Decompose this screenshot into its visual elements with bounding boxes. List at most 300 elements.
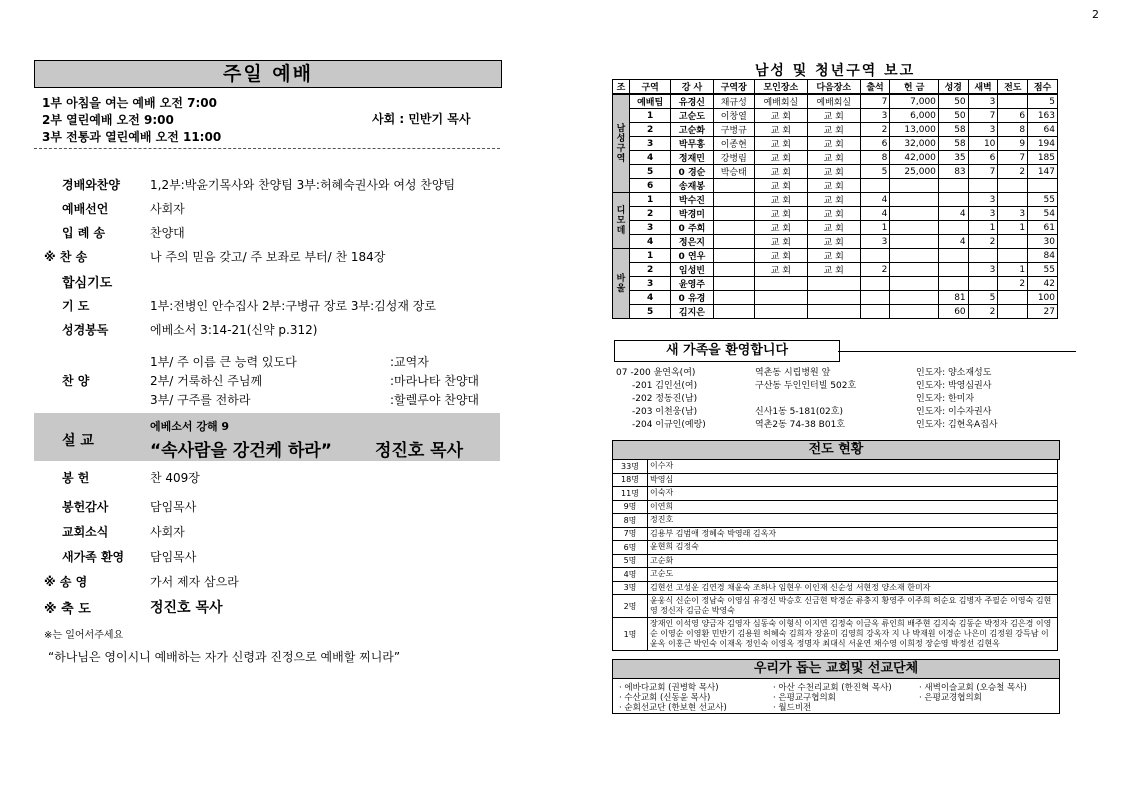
evangelism-table (612, 459, 1058, 651)
report-cell: 교 회 (754, 137, 807, 151)
report-cell: 교 회 (754, 193, 807, 207)
report-cell: 7 (968, 165, 998, 179)
ev-names: 이수자 (648, 460, 1058, 474)
report-cell: 2 (998, 165, 1028, 179)
order-value: 1부:전병인 안수집사 2부:구병규 장로 3부:김성재 장로 (150, 299, 436, 313)
report-cell: 4 (938, 235, 968, 249)
ev-count: 5명 (613, 554, 648, 568)
divider (34, 148, 500, 149)
report-cell: 55 (1028, 263, 1058, 277)
report-cell: 0 주희 (671, 221, 713, 235)
report-cell (890, 305, 939, 319)
report-cell (968, 249, 998, 263)
service-line-2: 2부 열린예배 오전 9:00 (42, 113, 174, 127)
report-cell: 13,000 (890, 123, 939, 137)
report-cell (890, 235, 939, 249)
ev-names: 고순화 (648, 554, 1058, 568)
report-cell (860, 249, 890, 263)
mission-title: 우리가 돕는 교회및 선교단체 (612, 659, 1060, 679)
report-cell: 1 (630, 109, 671, 123)
report-cell: 고순화 (671, 123, 713, 137)
report-cell: 3 (968, 263, 998, 277)
ev-names: 이숙자 (648, 487, 1058, 501)
report-cell (713, 263, 754, 277)
report-cell (998, 193, 1028, 207)
report-cell: 1 (630, 193, 671, 207)
mission-item: · 아산 수천리교회 (한진혁 목사) (773, 683, 892, 693)
report-cell: 0 연우 (671, 249, 713, 263)
report-cell: 61 (1028, 221, 1058, 235)
report-cell: 2 (968, 235, 998, 249)
report-cell: 교 회 (754, 221, 807, 235)
report-cell (713, 305, 754, 319)
report-cell (998, 291, 1028, 305)
report-cell: 7,000 (890, 94, 939, 109)
report-cell: 유경신 (671, 94, 713, 109)
ev-names: 장재인 이석영 양금자 김영자 심동숙 이형식 이지연 김정숙 이금옥 류인희 배주현 김지숙 김동순 박정자 김은경 이영순 이영순 이영환 민반기 김용원 허혜숙 김희자 장윤미 김영희 강옥자 지 나 박재원 이경순 나은미 김정원 강득남 이윤옥 이홍근 박인숙 이재옥 정인숙 이영옥 정명자 최대식 서윤연 채수영 이희정 장순영 박정선 김현옥 (648, 618, 1058, 651)
report-cell (754, 277, 807, 291)
report-cell (998, 249, 1028, 263)
mission-item: · 은평교구협의회 (773, 693, 836, 703)
report-cell: 박승태 (713, 165, 754, 179)
report-cell: 1 (860, 221, 890, 235)
report-cell: 3 (968, 207, 998, 221)
welcome-addr: 역촌2동 74-38 B01호 (755, 420, 846, 430)
report-cell: 8 (860, 151, 890, 165)
report-cell: 교 회 (807, 249, 860, 263)
report-cell (860, 179, 890, 193)
col-header: 다음장소 (807, 80, 860, 95)
standing-note: ※는 일어서주세요 (44, 630, 124, 641)
welcome-guide: 인도자: 김현옥A집사 (916, 420, 998, 430)
mission-item: · 순회선교단 (한보현 선교사) (619, 703, 727, 713)
report-cell (1028, 179, 1058, 193)
welcome-id: -203 이천웅(남) (632, 407, 698, 417)
order-label: 합심기도 (62, 276, 113, 291)
report-row (613, 165, 1058, 179)
report-cell: 185 (1028, 151, 1058, 165)
report-cell (807, 277, 860, 291)
report-cell: 5 (630, 165, 671, 179)
report-cell: 교 회 (754, 263, 807, 277)
report-cell: 4 (630, 151, 671, 165)
report-cell: 교 회 (807, 109, 860, 123)
anthem-text: 1부/ 주 이름 큰 능력 있도다 (150, 355, 297, 369)
report-cell (890, 221, 939, 235)
report-cell: 교 회 (754, 109, 807, 123)
report-cell: 박경미 (671, 207, 713, 221)
col-header: 강 사 (671, 80, 713, 95)
report-cell (890, 291, 939, 305)
report-row (613, 123, 1058, 137)
report-cell: 예배회실 (807, 94, 860, 109)
sermon-series: 에베소서 강해 9 (150, 420, 230, 433)
report-cell: 42,000 (890, 151, 939, 165)
ev-names: 이연희 (648, 500, 1058, 514)
report-cell: 교 회 (807, 151, 860, 165)
anthem-group: :할렐루야 찬양대 (390, 393, 480, 407)
report-cell: 3 (630, 137, 671, 151)
report-cell (998, 94, 1028, 109)
ev-count: 9명 (613, 500, 648, 514)
report-cell: 교 회 (754, 207, 807, 221)
report-row (613, 277, 1058, 291)
report-cell: 2 (630, 123, 671, 137)
order-value: 찬양대 (150, 226, 185, 240)
col-header: 새벽 (968, 80, 998, 95)
report-cell (938, 221, 968, 235)
ev-count: 6명 (613, 541, 648, 555)
anthem-label: 찬 양 (62, 374, 90, 388)
order-label: 새가족 환영 (62, 550, 125, 564)
report-cell: 교 회 (754, 179, 807, 193)
welcome-id: -201 김인선(여) (632, 381, 698, 391)
page-number: 2 (1092, 8, 1099, 21)
report-cell: 6 (968, 151, 998, 165)
report-row (613, 94, 1058, 109)
report-cell: 60 (938, 305, 968, 319)
report-cell: 강병림 (713, 151, 754, 165)
report-cell (807, 305, 860, 319)
report-cell (713, 291, 754, 305)
report-cell: 3 (968, 123, 998, 137)
report-cell: 58 (938, 137, 968, 151)
report-cell: 교 회 (807, 165, 860, 179)
report-cell (998, 235, 1028, 249)
report-row (613, 151, 1058, 165)
col-header: 모인장소 (754, 80, 807, 95)
ev-count: 7명 (613, 527, 648, 541)
order-label: ※ 찬 송 (44, 250, 88, 264)
report-cell: 32,000 (890, 137, 939, 151)
report-cell (938, 263, 968, 277)
ev-count: 8명 (613, 514, 648, 528)
report-cell: 194 (1028, 137, 1058, 151)
col-header: 조 (613, 80, 630, 95)
report-cell: 3 (630, 221, 671, 235)
report-cell: 교 회 (807, 193, 860, 207)
ev-names: 정진호 (648, 514, 1058, 528)
report-cell: 58 (938, 123, 968, 137)
report-row (613, 291, 1058, 305)
report-cell (860, 277, 890, 291)
report-cell: 3 (968, 94, 998, 109)
report-cell: 정은지 (671, 235, 713, 249)
welcome-id: -204 이규인(예랑) (632, 420, 706, 430)
report-cell: 81 (938, 291, 968, 305)
report-cell: 교 회 (807, 221, 860, 235)
report-cell: 2 (860, 263, 890, 277)
mission-item: · 수산교회 (신동윤 목사) (619, 693, 711, 703)
report-cell (890, 263, 939, 277)
order-value: 정진호 목사 (150, 600, 223, 616)
report-cell: 50 (938, 109, 968, 123)
report-cell: 147 (1028, 165, 1058, 179)
ev-names: 윤현희 김정숙 (648, 541, 1058, 555)
report-cell: 55 (1028, 193, 1058, 207)
mission-item: · 은평교경협의회 (919, 693, 982, 703)
report-cell (754, 305, 807, 319)
report-cell: 윤영주 (671, 277, 713, 291)
mission-item: · 새벽이슬교회 (오승철 목사) (919, 683, 1027, 693)
report-cell (713, 179, 754, 193)
anthem-text: 2부/ 거룩하신 주님께 (150, 374, 263, 388)
anthem-group: :마라나타 찬양대 (390, 374, 480, 388)
col-header: 전도 (998, 80, 1028, 95)
report-cell: 27 (1028, 305, 1058, 319)
report-cell (998, 305, 1028, 319)
order-value: 사회자 (150, 202, 185, 216)
report-cell: 2 (998, 277, 1028, 291)
ev-count: 2명 (613, 595, 648, 618)
welcome-addr: 역촌동 시립병원 앞 (755, 368, 831, 378)
report-cell: 교 회 (807, 263, 860, 277)
col-header: 구역 (630, 80, 671, 95)
order-value: 담임목사 (150, 500, 197, 514)
report-cell: 4 (860, 207, 890, 221)
report-cell (890, 249, 939, 263)
report-cell (890, 179, 939, 193)
welcome-rule (838, 351, 1076, 352)
ev-count: 1명 (613, 618, 648, 651)
order-value: 에베소서 3:14-21(신약 p.312) (150, 323, 318, 337)
group-name: 바울 (613, 249, 630, 319)
service-line-3: 3부 전통과 열린예배 오전 11:00 (42, 130, 222, 144)
report-cell: 0 경순 (671, 165, 713, 179)
report-cell: 교 회 (754, 151, 807, 165)
report-cell: 5 (860, 165, 890, 179)
report-cell: 임성빈 (671, 263, 713, 277)
ev-count: 4명 (613, 568, 648, 582)
evangelism-title: 전도 현황 (612, 440, 1060, 460)
order-label: 예배선언 (62, 202, 109, 216)
order-value: 담임목사 (150, 550, 197, 564)
report-cell: 교 회 (807, 207, 860, 221)
report-cell: 김지은 (671, 305, 713, 319)
report-cell: 송재봉 (671, 179, 713, 193)
report-cell (968, 179, 998, 193)
ev-names: 김현선 고성운 김연경 채윤숙 조하나 임현우 이인재 신순성 서현정 양소재 한미자 (648, 581, 1058, 595)
report-cell: 3 (998, 207, 1028, 221)
report-cell: 163 (1028, 109, 1058, 123)
report-cell: 30 (1028, 235, 1058, 249)
welcome-guide: 인도자: 이수자권사 (916, 407, 992, 417)
welcome-addr: 신사1동 5-181(02호) (755, 407, 843, 417)
order-value: 사회자 (150, 525, 185, 539)
report-cell (938, 277, 968, 291)
report-cell: 10 (968, 137, 998, 151)
report-cell: 교 회 (754, 165, 807, 179)
report-cell: 1 (998, 221, 1028, 235)
ev-count: 18명 (613, 473, 648, 487)
report-cell: 교 회 (807, 179, 860, 193)
report-row (613, 109, 1058, 123)
report-cell: 42 (1028, 277, 1058, 291)
report-cell: 6 (998, 109, 1028, 123)
report-cell: 50 (938, 94, 968, 109)
order-label: ※ 송 영 (44, 575, 88, 589)
report-cell: 83 (938, 165, 968, 179)
report-cell (713, 207, 754, 221)
worship-title: 주일 예배 (34, 60, 502, 88)
ev-count: 3명 (613, 581, 648, 595)
col-header: 출석 (860, 80, 890, 95)
order-value: 1,2부:박윤기목사와 찬양팀 3부:허혜숙권사와 여성 찬양팀 (150, 178, 456, 192)
report-cell (713, 221, 754, 235)
report-cell: 100 (1028, 291, 1058, 305)
report-cell: 2 (630, 207, 671, 221)
report-cell: 교 회 (807, 235, 860, 249)
col-header: 헌 금 (890, 80, 939, 95)
report-row (613, 221, 1058, 235)
report-cell: 4 (630, 235, 671, 249)
report-table (612, 79, 1058, 319)
report-cell: 4 (630, 291, 671, 305)
report-cell (754, 291, 807, 305)
report-cell (938, 249, 968, 263)
report-cell: 구병규 (713, 123, 754, 137)
report-cell: 54 (1028, 207, 1058, 221)
report-cell: 0 유경 (671, 291, 713, 305)
report-cell (860, 305, 890, 319)
report-cell: 1 (968, 221, 998, 235)
report-cell: 5 (1028, 94, 1058, 109)
report-cell (890, 277, 939, 291)
report-cell: 8 (998, 123, 1028, 137)
report-cell: 7 (998, 151, 1028, 165)
report-cell: 채규성 (713, 94, 754, 109)
report-cell (938, 179, 968, 193)
report-cell (713, 235, 754, 249)
report-cell: 6 (860, 137, 890, 151)
welcome-guide: 인도자: 한미자 (916, 394, 975, 404)
report-row (613, 137, 1058, 151)
welcome-guide: 인도자: 박영심권사 (916, 381, 992, 391)
welcome-addr: 구산동 두인인터빌 502호 (755, 381, 857, 391)
report-cell: 이종현 (713, 137, 754, 151)
report-cell: 25,000 (890, 165, 939, 179)
report-cell (998, 179, 1028, 193)
report-row (613, 263, 1058, 277)
ev-count: 33명 (613, 460, 648, 474)
service-line-1: 1부 아침을 여는 예배 오전 7:00 (42, 96, 218, 110)
report-cell: 고순도 (671, 109, 713, 123)
report-cell: 5 (630, 305, 671, 319)
report-cell (713, 193, 754, 207)
report-cell: 교 회 (807, 137, 860, 151)
welcome-id: 07 -200 윤연옥(여) (616, 368, 696, 378)
report-cell: 2 (860, 123, 890, 137)
report-cell: 박무홍 (671, 137, 713, 151)
ev-names: 김용부 김범애 정혜숙 박영래 김옥자 (648, 527, 1058, 541)
order-label: 입 례 송 (62, 226, 106, 240)
order-label: 성경봉독 (62, 323, 109, 337)
report-cell: 교 회 (807, 123, 860, 137)
report-cell: 예배회실 (754, 94, 807, 109)
report-cell: 6 (630, 179, 671, 193)
report-cell (713, 249, 754, 263)
report-cell: 5 (968, 291, 998, 305)
report-cell: 교 회 (754, 235, 807, 249)
anthem-text: 3부/ 구주를 전하라 (150, 393, 251, 407)
ev-names: 윤웅식 신순이 정남숙 이영심 유경신 박승호 신금현 탁경순 류충지 황영주 이주희 허순요 김병자 주필순 이영숙 김현영 정신자 김금순 박영숙 (648, 595, 1058, 618)
report-cell: 1 (998, 263, 1028, 277)
report-cell: 2 (630, 263, 671, 277)
order-label: ※ 축 도 (44, 602, 91, 617)
report-row (613, 305, 1058, 319)
report-cell: 박수진 (671, 193, 713, 207)
order-value: 찬 409장 (150, 471, 200, 485)
order-label: 봉헌감사 (62, 500, 109, 514)
report-cell: 35 (938, 151, 968, 165)
report-cell (938, 193, 968, 207)
mission-item: · 월드비전 (773, 703, 812, 713)
report-cell (968, 277, 998, 291)
order-value: 나 주의 믿음 갖고/ 주 보좌로 부터/ 찬 184장 (150, 250, 386, 264)
report-cell: 교 회 (754, 123, 807, 137)
order-label: 경배와찬양 (62, 178, 120, 192)
report-row (613, 179, 1058, 193)
report-cell: 4 (938, 207, 968, 221)
presider: 사회 : 민반기 목사 (372, 112, 471, 126)
mission-list (612, 678, 1060, 714)
report-cell: 2 (968, 305, 998, 319)
report-cell: 7 (860, 94, 890, 109)
ev-names: 고순도 (648, 568, 1058, 582)
report-title: 남성 및 청년구역 보고 (754, 63, 916, 79)
sermon-label: 설 교 (62, 433, 94, 449)
welcome-title: 새 가족을 환영합니다 (614, 340, 840, 362)
col-header: 성경 (938, 80, 968, 95)
report-cell (890, 193, 939, 207)
sermon-preacher: 정진호 목사 (375, 441, 464, 461)
report-cell: 1 (630, 249, 671, 263)
order-label: 기 도 (62, 299, 90, 313)
report-cell (890, 207, 939, 221)
report-cell: 예배팀 (630, 94, 671, 109)
report-cell (713, 277, 754, 291)
report-cell: 이창열 (713, 109, 754, 123)
report-cell: 3 (860, 235, 890, 249)
welcome-id: -202 정동진(남) (632, 394, 698, 404)
welcome-guide: 인도자: 양소재성도 (916, 368, 992, 378)
report-cell: 교 회 (754, 249, 807, 263)
report-cell: 4 (860, 193, 890, 207)
order-value: 가서 제자 삼으라 (150, 575, 239, 589)
order-label: 봉 헌 (62, 471, 90, 485)
report-row (613, 193, 1058, 207)
ev-names: 박영심 (648, 473, 1058, 487)
report-row (613, 235, 1058, 249)
report-cell (807, 291, 860, 305)
sermon-title: “속사람을 강건케 하라” (150, 441, 332, 461)
report-row (613, 207, 1058, 221)
col-header: 점수 (1028, 80, 1058, 95)
report-cell: 7 (968, 109, 998, 123)
report-cell: 6,000 (890, 109, 939, 123)
anthem-group: :교역자 (390, 355, 429, 369)
mission-item: · 에바다교회 (권병학 목사) (619, 683, 719, 693)
order-label: 교회소식 (62, 525, 109, 539)
report-cell: 3 (630, 277, 671, 291)
report-row (613, 249, 1058, 263)
report-cell: 64 (1028, 123, 1058, 137)
report-body (613, 94, 1058, 319)
report-cell: 84 (1028, 249, 1058, 263)
report-cell: 3 (968, 193, 998, 207)
group-name: 남성구역 (613, 94, 630, 193)
ev-count: 11명 (613, 487, 648, 501)
